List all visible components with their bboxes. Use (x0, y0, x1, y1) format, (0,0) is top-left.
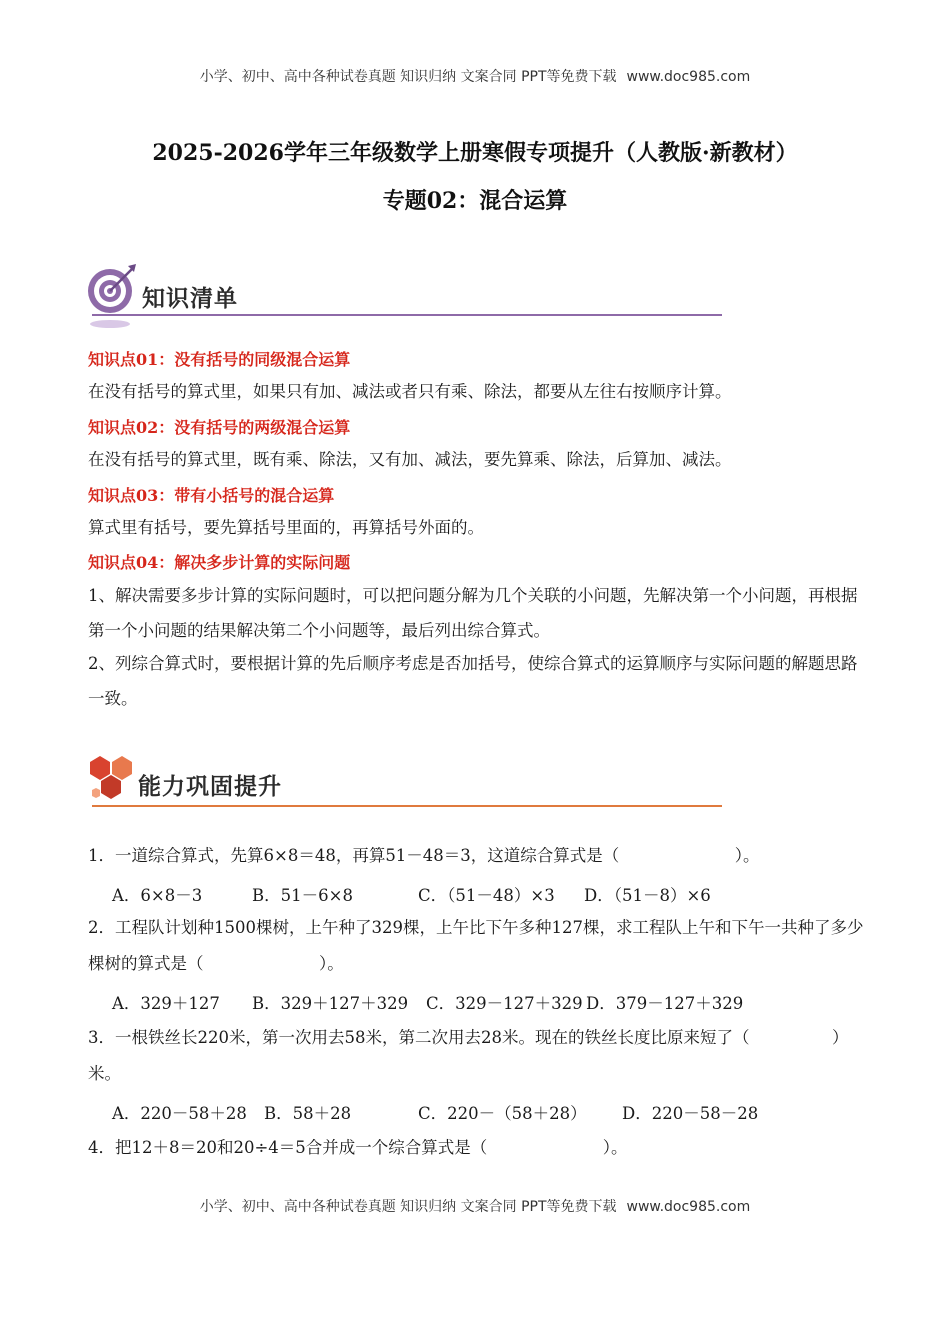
document-title: 2025-2026学年三年级数学上册寒假专项提升（人教版·新教材） (152, 140, 798, 166)
option: C．329－127＋329 (426, 994, 583, 1013)
knowledge-section-label: 知识清单 (142, 286, 238, 312)
question-text: 2．工程队计划种1500棵树，上午种了329棵，上午比下午多种127棵，求工程队上午和下午一共种了多少棵树的算式是（ ）。 (88, 918, 864, 973)
target-icon (86, 262, 146, 332)
question-text: 1．一道综合算式，先算6×8＝48，再算51－48＝3，这道综合算式是（ ）。 (88, 846, 760, 865)
option: B．51－6×8 (252, 886, 353, 905)
header-text: 小学、初中、高中各种试卷真题 知识归纳 文案合同 PPT等免费下载 (199, 69, 617, 85)
page-footer (0, 1196, 950, 1216)
knowledge-point-text: 在没有括号的算式里，如果只有加、减法或者只有乘、除法，都要从左往右按顺序计算。 (88, 382, 732, 401)
question-text: 3．一根铁丝长220米，第一次用去58米，第二次用去28米。现在的铁丝长度比原来短了（ ）米。 (88, 1028, 849, 1083)
knowledge-point-text: 算式里有括号，要先算括号里面的，再算括号外面的。 (88, 518, 484, 537)
option: A．6×8－3 (112, 886, 203, 905)
knowledge-point-title: 知识点03：带有小括号的混合运算 (88, 486, 335, 505)
knowledge-point-text: 1、解决需要多步计算的实际问题时，可以把问题分解为几个关联的小问题，先解决第一个小问题，再根据第一个小问题的结果解决第二个小问题等，最后列出综合算式。 (88, 586, 858, 640)
option: C．（51－48）×3 (418, 886, 555, 905)
question-text: 4．把12＋8＝20和20÷4＝5合并成一个综合算式是（ ）。 (88, 1138, 628, 1157)
practice-section-label: 能力巩固提升 (138, 774, 282, 800)
knowledge-divider (92, 314, 722, 316)
option: D．379－127＋329 (586, 994, 744, 1013)
knowledge-point-title: 知识点02：没有括号的两级混合运算 (88, 418, 351, 437)
page-header (0, 66, 950, 86)
option: B．58＋28 (264, 1104, 352, 1123)
header-url[interactable]: www.doc985.com (626, 69, 751, 85)
option: A．220－58＋28 (112, 1104, 247, 1123)
practice-section-banner (86, 754, 722, 814)
knowledge-point-text: 2、列综合算式时，要根据计算的先后顺序考虑是否加括号，使综合算式的运算顺序与实际问题的解题思路一致。 (88, 654, 858, 708)
option: C．220－（58＋28） (418, 1104, 587, 1123)
footer-url[interactable]: www.doc985.com (626, 1199, 751, 1215)
knowledge-section-banner (86, 262, 722, 332)
knowledge-point-text: 在没有括号的算式里，既有乘、除法，又有加、减法，要先算乘、除法，后算加、减法。 (88, 450, 732, 469)
option: D．220－58－28 (622, 1104, 759, 1123)
footer-text: 小学、初中、高中各种试卷真题 知识归纳 文案合同 PPT等免费下载 (199, 1199, 617, 1215)
knowledge-point-title: 知识点01：没有括号的同级混合运算 (88, 350, 351, 369)
option: A．329＋127 (112, 994, 220, 1013)
practice-divider (92, 805, 722, 807)
document-subtitle: 专题02：混合运算 (382, 188, 568, 214)
option: D．（51－8）×6 (584, 886, 711, 905)
knowledge-point-title: 知识点04：解决多步计算的实际问题 (88, 553, 351, 572)
option: B．329＋127＋329 (252, 994, 409, 1013)
